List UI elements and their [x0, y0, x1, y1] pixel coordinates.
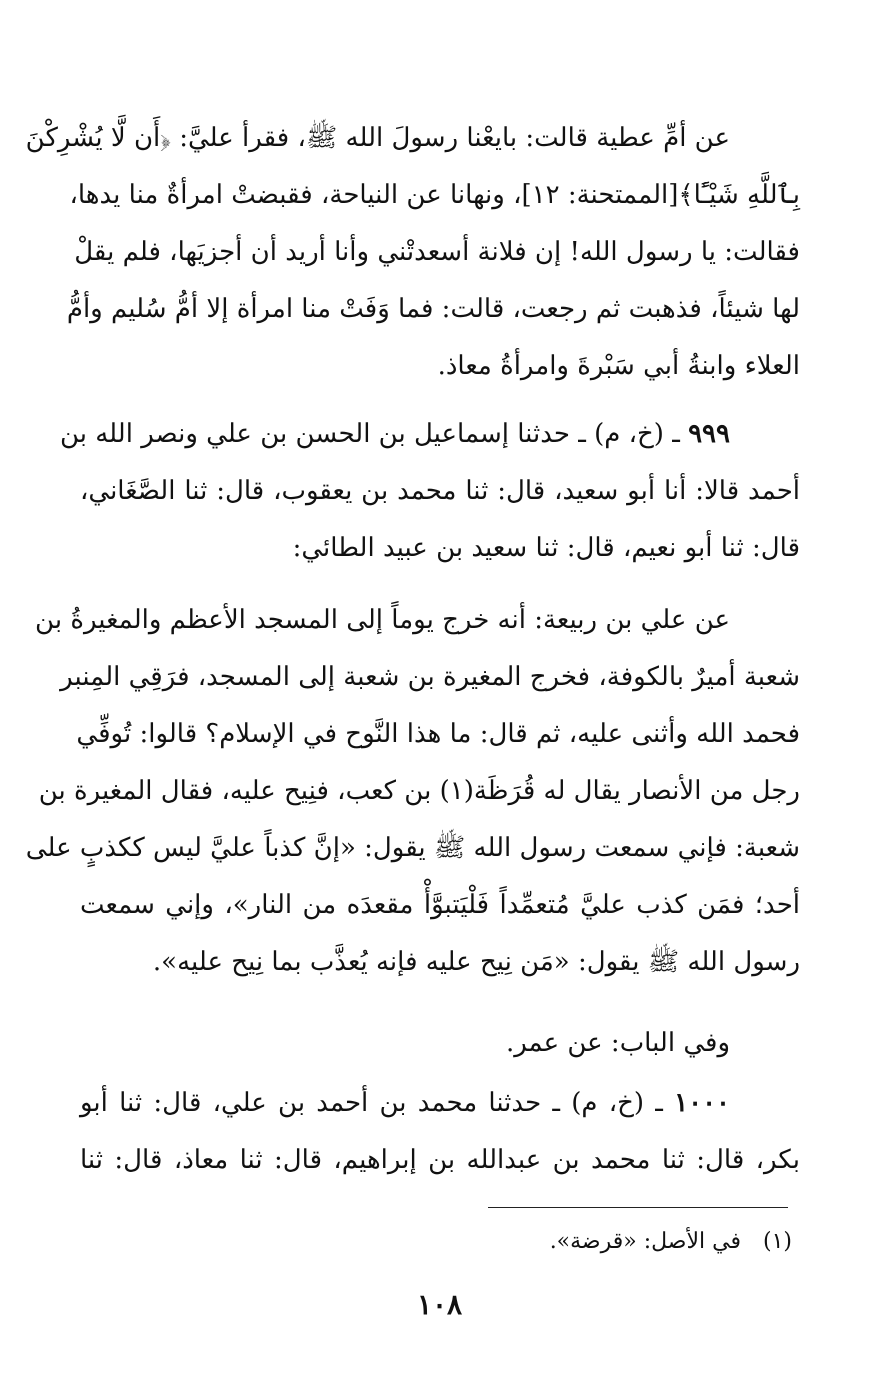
text-line: فقالت: يا رسول الله! إن فلانة أسعدتْني وأنا أريد أن أجزيَها، فلم يقلْ — [74, 237, 800, 267]
paragraph-fil-bab — [80, 1015, 800, 1072]
text-line: فحمد الله وأثنى عليه، ثم قال: ما هذا النَّوح في الإسلام؟ قالوا: تُوفِّي — [76, 719, 800, 749]
text-line: رسول الله ﷺ يقول: «مَن نِيح عليه فإنه يُعذَّب بما نِيح عليه». — [152, 947, 800, 977]
text-line: بكر، قال: ثنا محمد بن عبدالله بن إبراهيم، قال: ثنا معاذ، قال: ثنا — [80, 1145, 800, 1175]
text-line: العلاء وابنةُ أبي سَبْرةَ وامرأةُ معاذ. — [437, 351, 800, 381]
text-line: قال: ثنا أبو نعيم، قال: ثنا سعيد بن عبيد الطائي: — [292, 533, 800, 563]
text-line: رجل من الأنصار يقال له قُرَظَة(١) بن كعب، فنِيح عليه، فقال المغيرة بن — [38, 776, 800, 806]
text-line: شعبة: فإني سمعت رسول الله ﷺ يقول: «إنَّ كذباً عليَّ ليس ككذبٍ على — [25, 833, 800, 863]
hadith-1000-isnad — [80, 1075, 800, 1189]
text-line — [59, 406, 800, 463]
text-line-content: ـ (خ، م) ـ حدثنا محمد بن أحمد بن علي، قال: ثنا أبو — [80, 1088, 675, 1118]
text-line: عن علي بن ربيعة: أنه خرج يوماً إلى المسجد الأعظم والمغيرةُ بن — [35, 605, 730, 635]
text-line: عن أمِّ عطية قالت: بايعْنا رسولَ الله ﷺ، فقرأ عليَّ: ﴿أَن لَّا يُشْرِكْنَ — [25, 123, 730, 153]
footnote-text: في الأصل: «قرضة». — [549, 1229, 741, 1254]
text-line: بِٱللَّهِ شَيْـًٔا﴾[الممتحنة: ١٢]، ونهانا عن النياحة، فقبضتْ امرأةٌ منا يدها، — [69, 180, 800, 210]
text-line: شعبة أميرٌ بالكوفة، فخرج المغيرة بن شعبة إلى المسجد، فرَقِي المِنبر — [60, 662, 800, 692]
hadith-999-isnad — [59, 406, 800, 577]
footnote — [380, 1222, 792, 1262]
hadith-number: ٩٩٩ — [688, 419, 730, 449]
text-line: لها شيئاً، فذهبت ثم رجعت، قالت: فما وَفَتْ منا امرأة إلا أمُّ سُليم وأمُّ — [66, 294, 800, 324]
paragraph-ali-ibn-rabia — [25, 592, 800, 991]
text-line — [80, 1075, 800, 1132]
footnote-number: (١) — [762, 1229, 792, 1254]
page-number: ١٠٨ — [416, 1288, 463, 1321]
text-line: أحد؛ فمَن كذب عليَّ مُتعمِّداً فَلْيَتبوَّأْ مقعدَه من النار»، وإني سمعت — [80, 890, 800, 920]
paragraph-umm-atiyya — [25, 110, 800, 395]
hadith-number: ١٠٠٠ — [674, 1088, 730, 1118]
text-line-content: ـ (خ، م) ـ حدثنا إسماعيل بن الحسن بن علي ونصر الله بن — [59, 419, 689, 449]
text-line: أحمد قالا: أنا أبو سعيد، قال: ثنا محمد بن يعقوب، قال: ثنا الصَّغَاني، — [80, 476, 800, 506]
footnote-separator — [488, 1207, 788, 1208]
text-line: وفي الباب: عن عمر. — [505, 1028, 730, 1058]
